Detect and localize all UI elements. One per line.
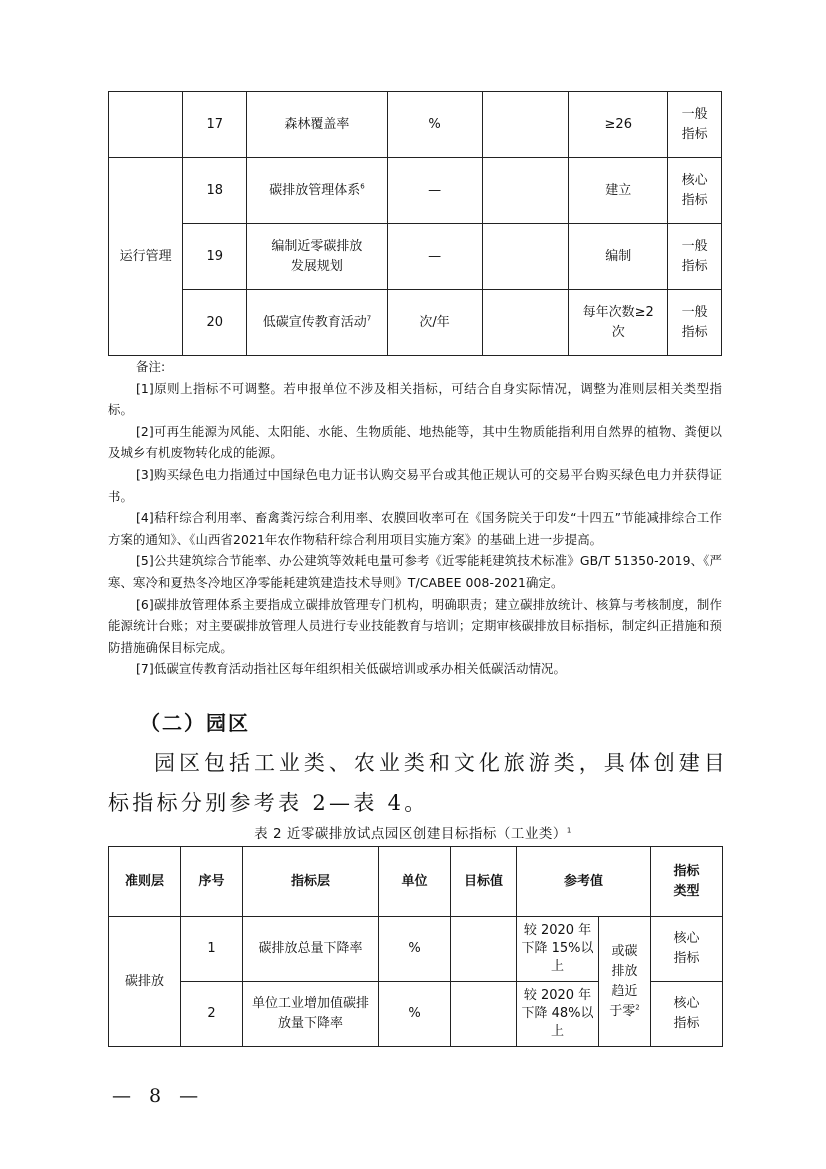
indicator-type: 核心 指标 [651, 917, 723, 982]
row-number: 18 [183, 158, 247, 224]
target-cell [482, 290, 569, 356]
unit-cell: % [387, 92, 482, 158]
layer-cell: 碳排放 [109, 917, 181, 1047]
target-cell [451, 917, 517, 982]
header-indicator: 指标层 [243, 847, 379, 917]
table-row [109, 917, 723, 982]
unit-cell: % [379, 982, 451, 1047]
page-number: — 8 — [112, 1085, 205, 1107]
body-paragraph: 园区包括工业类、农业类和文化旅游类，具体创建目标指标分别参考表 2—表 4。 [108, 751, 728, 815]
table-row [109, 290, 722, 356]
indicator-name: 低碳宣传教育活动$^7$ [247, 290, 387, 356]
note-1: [1]原则上指标不可调整。若申报单位不涉及相关指标，可结合自身实际情况，调整为准则层相关类型指标。 [108, 380, 722, 418]
row-number: 1 [181, 917, 243, 982]
section-heading: （二）园区 [140, 711, 250, 735]
notes-title: 备注: [136, 359, 166, 374]
reference-value: 建立 [569, 158, 668, 224]
row-number: 2 [181, 982, 243, 1047]
row-number: 17 [183, 92, 247, 158]
indicator-name: 单位工业增加值碳排 放量下降率 [243, 982, 379, 1047]
reference-value: 编制 [569, 224, 668, 290]
reference-value: 每年次数≥2 次 [569, 290, 668, 356]
indicator-type: 一般 指标 [668, 224, 722, 290]
unit-cell: — [387, 158, 482, 224]
layer-cell [109, 92, 183, 158]
note-2: [2]可再生能源为风能、太阳能、水能、生物质能、地热能等，其中生物质能指利用自然界的植物、粪便以及城乡有机废物转化成的能源。 [108, 423, 722, 461]
table-header-row [109, 847, 723, 917]
reference-value: ≥26 [569, 92, 668, 158]
target-cell [482, 224, 569, 290]
target-cell [482, 92, 569, 158]
table-row [109, 224, 722, 290]
indicator-name: 森林覆盖率 [247, 92, 387, 158]
indicator-name: 碳排放总量下降率 [243, 917, 379, 982]
reference-value: 较 2020 年 下降 48%以 上 [517, 982, 599, 1047]
header-reference: 参考值 [517, 847, 651, 917]
indicator-name: 编制近零碳排放 发展规划 [247, 224, 387, 290]
note-6: [6]碳排放管理体系主要指成立碳排放管理专门机构，明确职责；建立碳排放统计、核算与考核制度，制作能源统计台账；对主要碳排放管理人员进行专业技能教育与培训；定期审核碳排放目标指标，制定纠正措施和预防措施确保目标完成。 [108, 596, 722, 655]
indicator-type: 核心 指标 [668, 158, 722, 224]
indicator-table-industrial-park [108, 846, 723, 1047]
header-number: 序号 [181, 847, 243, 917]
unit-cell: — [387, 224, 482, 290]
unit-cell: 次/年 [387, 290, 482, 356]
header-target: 目标值 [451, 847, 517, 917]
indicator-type: 一般 指标 [668, 290, 722, 356]
note-7: [7]低碳宣传教育活动指社区每年组织相关低碳培训或承办相关低碳活动情况。 [136, 661, 567, 677]
row-number: 20 [183, 290, 247, 356]
table-caption: 表 2 近零碳排放试点园区创建目标指标（工业类）$^1$ [254, 826, 572, 842]
header-layer: 准则层 [109, 847, 181, 917]
row-number: 19 [183, 224, 247, 290]
indicator-type: 核心 指标 [651, 982, 723, 1047]
header-unit: 单位 [379, 847, 451, 917]
note-3: [3]购买绿色电力指通过中国绿色电力证书认购交易平台或其他正规认可的交易平台购买绿色电力并获得证书。 [108, 466, 722, 504]
reference-alternative: 或碳 排放 趋近 于零$^2$ [599, 917, 651, 1047]
indicator-type: 一般 指标 [668, 92, 722, 158]
header-type: 指标 类型 [651, 847, 723, 917]
indicator-name: 碳排放管理体系$^6$ [247, 158, 387, 224]
table-row [109, 158, 722, 224]
note-5: [5]公共建筑综合节能率、办公建筑等效耗电量可参考《近零能耗建筑技术标准》GB/T 51350-2019、《严寒、寒冷和夏热冬冷地区净零能耗建筑建造技术导则》T/CABEE 008-2021确定。 [108, 553, 722, 590]
target-cell [451, 982, 517, 1047]
unit-cell: % [379, 917, 451, 982]
note-4: [4]秸秆综合利用率、畜禽粪污综合利用率、农膜回收率可在《国务院关于印发“十四五”节能减排综合工作方案的通知》、《山西省2021年农作物秸秆综合利用项目实施方案》的基础上进一步提高。 [108, 510, 722, 547]
table-row [109, 92, 722, 158]
indicator-table-community [108, 91, 722, 356]
reference-value: 较 2020 年 下降 15%以 上 [517, 917, 599, 982]
notes-block [108, 356, 722, 680]
layer-cell: 运行管理 [109, 158, 183, 356]
target-cell [482, 158, 569, 224]
